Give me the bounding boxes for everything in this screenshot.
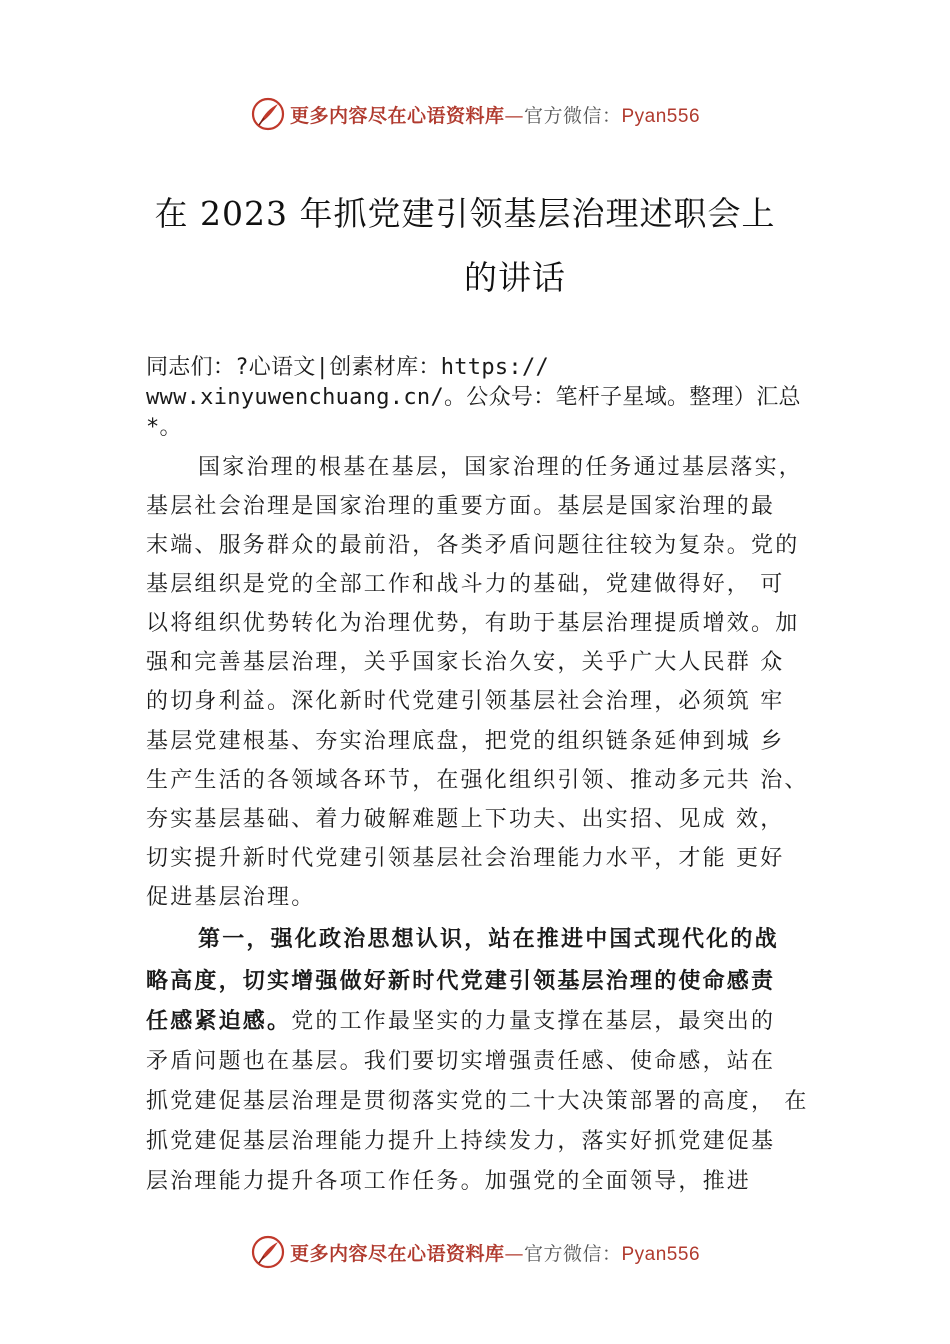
paragraph-1-line: 基层组织是党的全部工作和战斗力的基础，党建做得好， 可 [146, 572, 785, 597]
salutation-line-1: 同志们：?心语文|创素材库：https:// [146, 355, 550, 380]
paragraph-2-heading-line-1: 第一，强化政治思想认识，站在推进中国式现代化的战 [198, 927, 779, 952]
paragraph-1-line: 强和完善基层治理，关乎国家长治久安，关乎广大人民群 众 [146, 650, 785, 675]
banner-wechat-id: Pyan556 [621, 1243, 701, 1265]
footer-watermark-banner [0, 1230, 950, 1274]
paragraph-2-heading-line-2: 略高度，切实增强做好新时代党建引领基层治理的使命感责 [146, 969, 776, 994]
banner-wechat-id: Pyan556 [621, 105, 701, 127]
paragraph-1-line: 生产生活的各领域各环节，在强化组织引领、推动多元共 治、 [146, 768, 809, 793]
feather-pen-logo-icon [250, 96, 286, 132]
paragraph-1-line: 末端、服务群众的最前沿，各类矛盾问题往往较为复杂。党的 [146, 533, 800, 558]
paragraph-1-line: 基层党建根基、夯实治理底盘，把党的组织链条延伸到城 乡 [146, 729, 785, 754]
salutation-line-3: *。 [146, 415, 182, 440]
banner-label: 官方微信： [523, 104, 622, 127]
salutation-line-2: www.xinyuwenchuang.cn/。公众号：笔杆子星域。整理）汇总 [146, 385, 801, 410]
banner-separator: — [504, 104, 524, 127]
document-title-line-1: 在 2023 年抓党建引领基层治理述职会上 [154, 194, 776, 233]
paragraph-2-heading-lead: 任感紧迫感。 [146, 1009, 292, 1034]
paragraph-2-line: 抓党建促基层治理能力提升上持续发力，落实好抓党建促基 [146, 1129, 776, 1154]
paragraph-1-line: 促进基层治理。 [146, 885, 316, 910]
header-watermark-banner [0, 92, 950, 136]
paragraph-2-line: 抓党建促基层治理是贯彻落实党的二十大决策部署的高度， 在 [146, 1089, 809, 1114]
banner-text: 更多内容尽在心语资料库 [289, 1242, 505, 1265]
paragraph-1-line: 夯实基层基础、着力破解难题上下功夫、出实招、见成 效， [146, 807, 785, 832]
document-title-line-2: 的讲话 [464, 258, 566, 297]
paragraph-2-line: 矛盾问题也在基层。我们要切实增强责任感、使命感，站在 [146, 1049, 776, 1074]
paragraph-1-line: 以将组织优势转化为治理优势，有助于基层治理提质增效。加 [146, 611, 800, 636]
paragraph-2-line-3-rest: 党的工作最坚实的力量支撑在基层，最突出的 [291, 1009, 776, 1034]
paragraph-1-line: 国家治理的根基在基层，国家治理的任务通过基层落实， [198, 455, 804, 480]
paragraph-1-line: 切实提升新时代党建引领基层社会治理能力水平，才能 更好 [146, 846, 785, 871]
banner-label: 官方微信： [523, 1242, 622, 1265]
paragraph-2-line-3 [146, 1004, 836, 1035]
paragraph-1-line: 的切身利益。深化新时代党建引领基层社会治理，必须筑 牢 [146, 689, 785, 714]
paragraph-2-line: 层治理能力提升各项工作任务。加强党的全面领导，推进 [146, 1169, 752, 1194]
banner-text: 更多内容尽在心语资料库 [289, 104, 505, 127]
feather-pen-logo-icon [250, 1234, 286, 1270]
banner-separator: — [504, 1242, 524, 1265]
paragraph-1-line: 基层社会治理是国家治理的重要方面。基层是国家治理的最 [146, 494, 776, 519]
